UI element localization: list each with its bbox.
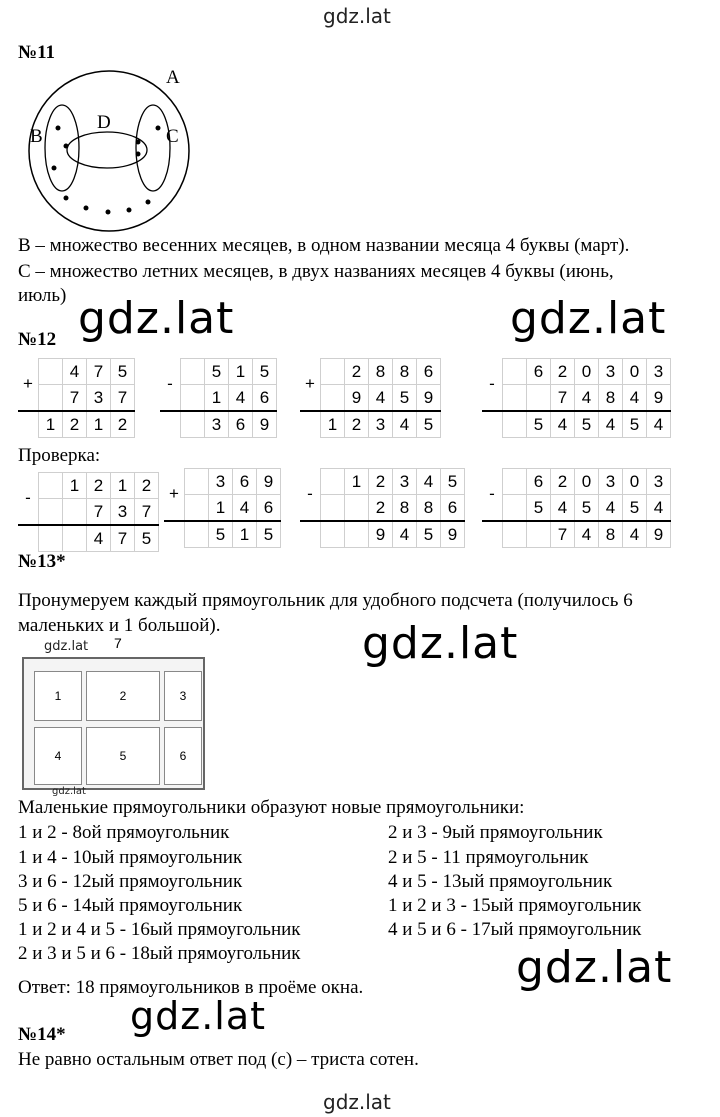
empty-cell [181, 385, 205, 412]
digit-cell: 2 [551, 359, 575, 385]
digit-cell: 6 [527, 469, 551, 495]
operation-sign: - [167, 374, 173, 394]
photo-cell-2: 2 [86, 671, 160, 721]
digit-cell: 7 [63, 385, 87, 412]
digit-cell: 4 [393, 411, 417, 438]
digit-cell: 9 [441, 521, 465, 548]
empty-cell [181, 359, 205, 385]
empty-cell [345, 495, 369, 522]
empty-cell [321, 469, 345, 495]
digit-cell: 5 [575, 411, 599, 438]
empty-cell [503, 469, 527, 495]
digit-cell: 5 [205, 359, 229, 385]
digit-cell: 3 [599, 469, 623, 495]
task11-number: №11 [18, 42, 56, 63]
digit-cell: 7 [87, 359, 111, 385]
digit-cell: 6 [253, 385, 277, 412]
digit-cell: 9 [647, 385, 671, 412]
venn-diagram [20, 62, 210, 232]
digit-cell: 5 [623, 411, 647, 438]
digit-cell: 0 [575, 469, 599, 495]
digit-cell: 3 [393, 469, 417, 495]
digit-cell: 8 [599, 385, 623, 412]
pair-right-1: 2 и 3 - 9ый прямоугольник [388, 822, 603, 843]
operation-sign: - [307, 484, 313, 504]
empty-cell [321, 385, 345, 412]
operation-sign: - [489, 484, 495, 504]
digit-cell: 4 [229, 385, 253, 412]
op-grid-1 [18, 358, 135, 438]
digit-cell: 1 [229, 359, 253, 385]
photo-cell-6: 6 [164, 727, 202, 785]
operation-sign: - [489, 374, 495, 394]
empty-cell [39, 525, 63, 552]
check-grid-1 [18, 472, 159, 552]
digit-cell: 5 [527, 495, 551, 522]
empty-cell [185, 495, 209, 522]
pair-right-3: 4 и 5 - 13ый прямоугольник [388, 871, 613, 892]
digit-cell: 5 [393, 385, 417, 412]
digit-cell: 6 [417, 359, 441, 385]
watermark-bottom: gdz.lat [323, 1090, 391, 1114]
digit-cell: 1 [111, 473, 135, 499]
op-grid-4 [482, 358, 671, 438]
digit-cell: 4 [417, 469, 441, 495]
digit-cell: 9 [253, 411, 277, 438]
digit-cell: 4 [623, 385, 647, 412]
empty-cell [321, 521, 345, 548]
task13-answer: Ответ: 18 прямоугольников в проёме окна. [18, 977, 364, 998]
digit-cell: 5 [527, 411, 551, 438]
empty-cell [63, 499, 87, 526]
label-b: B [30, 126, 43, 147]
digit-cell: 4 [393, 521, 417, 548]
pair-right-2: 2 и 5 - 11 прямоугольник [388, 847, 589, 868]
photo-cell-5: 5 [86, 727, 160, 785]
pair-left-3: 3 и 6 - 12ый прямоугольник [18, 871, 243, 892]
op-grid-2 [160, 358, 277, 438]
pair-left-2: 1 и 4 - 10ый прямоугольник [18, 847, 243, 868]
task13-number: №13* [18, 551, 66, 572]
digit-cell: 5 [257, 521, 281, 548]
pair-left-4: 5 и 6 - 14ый прямоугольник [18, 895, 243, 916]
digit-cell: 3 [87, 385, 111, 412]
digit-cell: 2 [345, 411, 369, 438]
watermark-3: gdz.lat [362, 618, 519, 669]
empty-cell [185, 521, 209, 548]
empty-cell [321, 359, 345, 385]
check-grid-2 [164, 468, 281, 548]
operation-sign: + [305, 374, 315, 394]
digit-cell: 4 [599, 411, 623, 438]
empty-cell [181, 411, 205, 438]
digit-cell: 9 [257, 469, 281, 495]
digit-cell: 9 [417, 385, 441, 412]
check-label: Проверка: [18, 445, 101, 466]
empty-cell [39, 385, 63, 412]
digit-cell: 2 [345, 359, 369, 385]
photo-cell-3: 3 [164, 671, 202, 721]
task12-number: №12 [18, 329, 57, 350]
digit-cell: 4 [87, 525, 111, 552]
digit-cell: 4 [551, 495, 575, 522]
empty-cell [503, 495, 527, 522]
digit-cell: 5 [135, 525, 159, 552]
empty-cell [503, 411, 527, 438]
digit-cell: 3 [599, 359, 623, 385]
window-photo [22, 657, 205, 790]
digit-cell: 2 [369, 495, 393, 522]
pair-right-4: 1 и 2 и 3 - 15ый прямоугольник [388, 895, 642, 916]
watermark-4: gdz.lat [516, 942, 673, 993]
task14-text: Не равно остальным ответ под (с) – триста сотен. [18, 1049, 419, 1070]
digit-cell: 3 [111, 499, 135, 526]
digit-cell: 5 [441, 469, 465, 495]
pair-left-1: 1 и 2 - 8ой прямоугольник [18, 822, 230, 843]
digit-cell: 9 [345, 385, 369, 412]
empty-cell [527, 521, 551, 548]
empty-cell [321, 495, 345, 522]
empty-cell [63, 525, 87, 552]
pair-left-5: 1 и 2 и 4 и 5 - 16ый прямоугольник [18, 919, 301, 940]
digit-cell: 4 [63, 359, 87, 385]
digit-cell: 3 [209, 469, 233, 495]
digit-cell: 9 [647, 521, 671, 548]
digit-cell: 5 [111, 359, 135, 385]
check-grid-4 [482, 468, 671, 548]
empty-cell [185, 469, 209, 495]
digit-cell: 7 [551, 385, 575, 412]
pair-right-5: 4 и 5 и 6 - 17ый прямоугольник [388, 919, 642, 940]
digit-cell: 8 [393, 359, 417, 385]
empty-cell [39, 359, 63, 385]
digit-cell: 6 [527, 359, 551, 385]
digit-cell: 2 [63, 411, 87, 438]
digit-cell: 7 [551, 521, 575, 548]
empty-cell [527, 385, 551, 412]
digit-cell: 2 [111, 411, 135, 438]
task13-lead: Маленькие прямоугольники образуют новые прямоугольники: [18, 797, 525, 818]
empty-cell [39, 499, 63, 526]
watermark-photo: gdz.lat [44, 639, 89, 654]
digit-cell: 8 [369, 359, 393, 385]
digit-cell: 4 [623, 521, 647, 548]
label-a: A [166, 67, 180, 88]
operation-sign: + [23, 374, 33, 394]
digit-cell: 5 [623, 495, 647, 522]
digit-cell: 5 [209, 521, 233, 548]
empty-cell [345, 521, 369, 548]
watermark-2: gdz.lat [510, 293, 667, 344]
digit-cell: 6 [257, 495, 281, 522]
digit-cell: 0 [623, 359, 647, 385]
digit-cell: 4 [551, 411, 575, 438]
task11-line3: июль) [18, 285, 67, 306]
digit-cell: 4 [647, 495, 671, 522]
watermark-top: gdz.lat [323, 4, 391, 28]
photo-cell-4: 4 [34, 727, 82, 785]
digit-cell: 8 [417, 495, 441, 522]
digit-cell: 1 [87, 411, 111, 438]
digit-cell: 3 [647, 359, 671, 385]
operation-sign: + [169, 484, 179, 504]
digit-cell: 3 [369, 411, 393, 438]
label-c: C [166, 126, 179, 147]
digit-cell: 6 [229, 411, 253, 438]
digit-cell: 0 [575, 359, 599, 385]
digit-cell: 5 [417, 411, 441, 438]
digit-cell: 4 [369, 385, 393, 412]
digit-cell: 3 [205, 411, 229, 438]
task11-line2: C – множество летних месяцев, в двух названиях месяцев 4 буквы (июнь, [18, 261, 614, 282]
digit-cell: 8 [393, 495, 417, 522]
task13-intro2: маленьких и 1 большой). [18, 615, 221, 636]
digit-cell: 7 [111, 525, 135, 552]
digit-cell: 2 [551, 469, 575, 495]
empty-cell [503, 385, 527, 412]
digit-cell: 6 [233, 469, 257, 495]
digit-cell: 1 [39, 411, 63, 438]
digit-cell: 2 [369, 469, 393, 495]
digit-cell: 5 [417, 521, 441, 548]
digit-cell: 4 [575, 385, 599, 412]
op-grid-3 [300, 358, 441, 438]
task14-number: №14* [18, 1024, 66, 1045]
pair-left-6: 2 и 3 и 5 и 6 - 18ый прямоугольник [18, 943, 301, 964]
digit-cell: 5 [253, 359, 277, 385]
digit-cell: 6 [441, 495, 465, 522]
digit-cell: 8 [599, 521, 623, 548]
digit-cell: 1 [205, 385, 229, 412]
digit-cell: 7 [111, 385, 135, 412]
digit-cell: 2 [135, 473, 159, 499]
digit-cell: 3 [647, 469, 671, 495]
digit-cell: 1 [209, 495, 233, 522]
watermark-5: gdz.lat [130, 994, 267, 1038]
check-grid-3 [300, 468, 465, 548]
digit-cell: 1 [63, 473, 87, 499]
digit-cell: 4 [575, 521, 599, 548]
photo-cell-1: 1 [34, 671, 82, 721]
digit-cell: 0 [623, 469, 647, 495]
photo-number-7: 7 [114, 635, 122, 651]
empty-cell [39, 473, 63, 499]
digit-cell: 9 [369, 521, 393, 548]
empty-cell [503, 521, 527, 548]
digit-cell: 7 [135, 499, 159, 526]
task13-intro1: Пронумеруем каждый прямоугольник для удобного подсчета (получилось 6 [18, 590, 633, 611]
watermark-1: gdz.lat [78, 293, 235, 344]
digit-cell: 1 [233, 521, 257, 548]
digit-cell: 4 [599, 495, 623, 522]
task11-line1: B – множество весенних месяцев, в одном названии месяца 4 буквы (март). [18, 235, 630, 256]
digit-cell: 1 [321, 411, 345, 438]
label-d: D [97, 112, 111, 133]
digit-cell: 7 [87, 499, 111, 526]
watermark-photo-bottom: gdz.lat [52, 786, 86, 797]
digit-cell: 5 [575, 495, 599, 522]
empty-cell [503, 359, 527, 385]
digit-cell: 4 [233, 495, 257, 522]
digit-cell: 4 [647, 411, 671, 438]
digit-cell: 2 [87, 473, 111, 499]
digit-cell: 1 [345, 469, 369, 495]
operation-sign: - [25, 488, 31, 508]
